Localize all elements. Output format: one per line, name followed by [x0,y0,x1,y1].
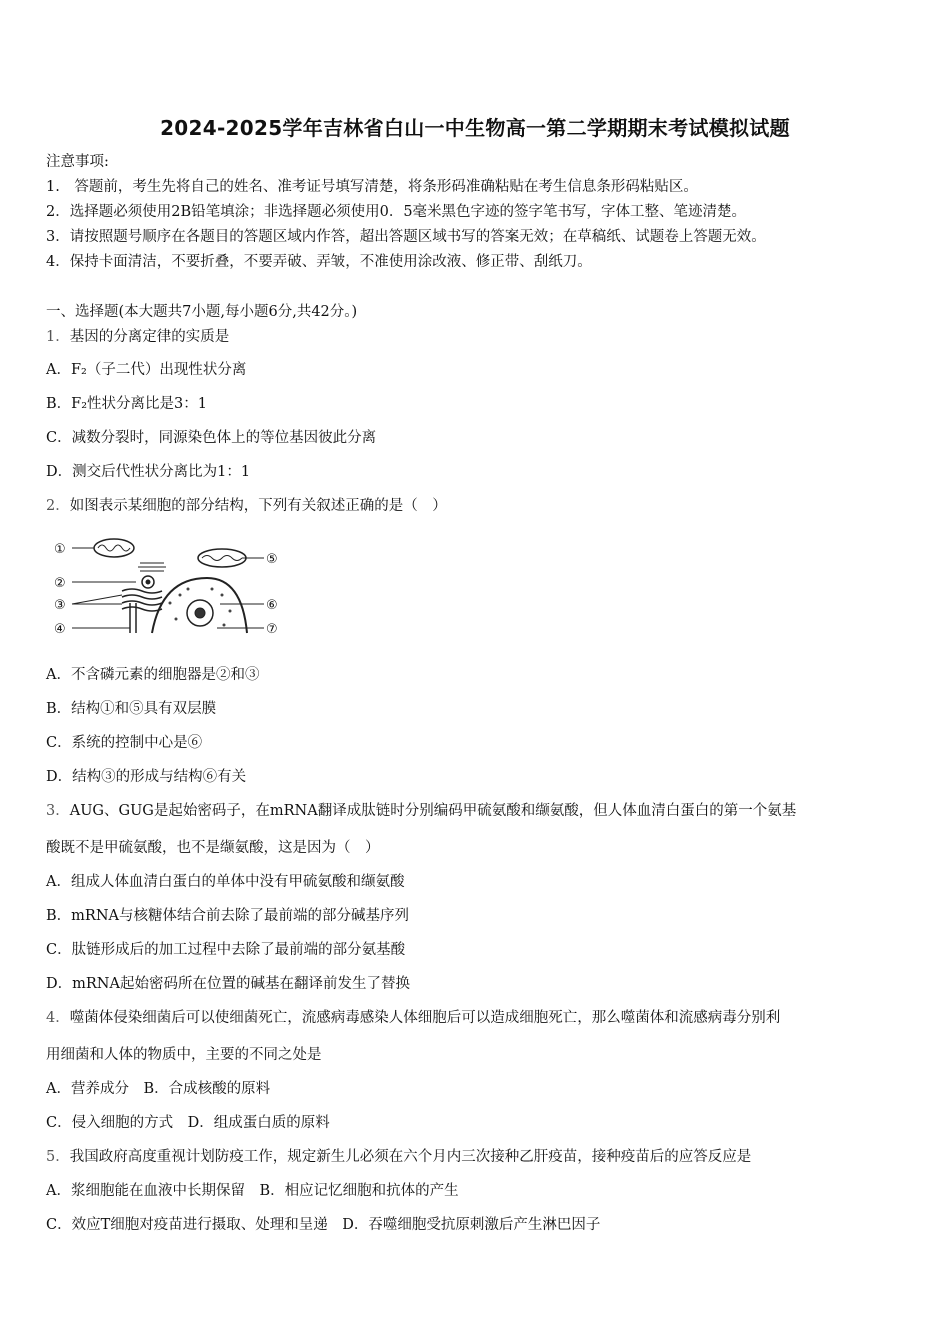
question-number: 3． [46,803,70,819]
q2-option-b: B．结构①和⑤具有双层膜 [46,701,217,717]
figure-label-6: ⑥ [266,598,278,613]
notice-item-3: 3．请按照题号顺序在各题目的答题区域内作答，超出答题区域书写的答案无效；在草稿纸、试题卷上答题无效。 [46,229,766,245]
q3-option-b: B．mRNA与核糖体结合前去除了最前端的部分碱基序列 [46,908,409,924]
q3-option-a: A．组成人体血清白蛋白的单体中没有甲硫氨酸和缬氨酸 [46,874,405,890]
question-2 [46,496,447,516]
notice-heading: 注意事项: [46,154,109,170]
question-3 [46,801,796,821]
question-number: 5． [46,1149,70,1165]
notice-item-1: 1. 答题前，考生先将自己的姓名、准考证号填写清楚，将条形码准确粘贴在考生信息条形码粘贴区。 [46,179,698,195]
figure-label-3: ③ [54,598,66,613]
question-stem-line-1: AUG、GUG是起始密码子，在mRNA翻译成肽链时分别编码甲硫氨酸和缬氨酸，但人体血清白蛋白的第一个氨基 [69,803,797,819]
q5-options-cd: C．效应T细胞对疫苗进行摄取、处理和呈递 D．吞噬细胞受抗原刺激后产生淋巴因子 [46,1217,601,1233]
q3-option-c: C．肽链形成后的加工过程中去除了最前端的部分氨基酸 [46,942,406,958]
q5-options-ab: A．浆细胞能在血液中长期保留 B．相应记忆细胞和抗体的产生 [46,1183,459,1199]
figure-label-1: ① [54,542,66,557]
q2-option-d: D．结构③的形成与结构⑥有关 [46,769,247,785]
q1-option-c: C．减数分裂时，同源染色体上的等位基因彼此分离 [46,430,377,446]
figure-label-5: ⑤ [266,552,278,567]
question-stem-line-1: 噬菌体侵染细菌后可以使细菌死亡，流感病毒感染人体细胞后可以造成细胞死亡，那么噬菌体和流感病毒分别利 [69,1010,781,1026]
question-number: 4． [46,1010,70,1026]
cell-structure-figure [52,533,297,637]
question-stem: 基因的分离定律的实质是 [69,329,230,345]
q2-option-c: C．系统的控制中心是⑥ [46,735,203,751]
section-heading: 一、选择题(本大题共7小题,每小题6分,共42分。) [46,304,358,320]
question-4-continuation: 用细菌和人体的物质中，主要的不同之处是 [46,1047,322,1063]
exam-title: 2024-2025学年吉林省白山一中生物高一第二学期期末考试模拟试题 [160,116,790,140]
q1-option-d: D．测交后代性状分离比为1：1 [46,464,251,480]
question-3-continuation: 酸既不是甲硫氨酸，也不是缬氨酸，这是因为（ ） [46,840,380,856]
figure-label-7: ⑦ [266,622,278,637]
figure-label-2: ② [54,576,66,591]
question-number: 2． [46,498,70,514]
question-number: 1． [46,329,70,345]
figure-label-4: ④ [54,622,66,637]
q1-option-a: A．F₂（子二代）出现性状分离 [46,362,247,378]
q1-option-b: B．F₂性状分离比是3：1 [46,396,207,412]
question-stem: 如图表示某细胞的部分结构，下列有关叙述正确的是（ ） [69,498,447,514]
question-5 [46,1147,751,1167]
q4-options-cd: C．侵入细胞的方式 D．组成蛋白质的原料 [46,1115,330,1131]
q2-option-a: A．不含磷元素的细胞器是②和③ [46,667,260,683]
question-4 [46,1008,780,1028]
notice-item-4: 4．保持卡面清洁，不要折叠，不要弄破、弄皱，不准使用涂改液、修正带、刮纸刀。 [46,254,592,270]
notice-item-2: 2．选择题必须使用2B铅笔填涂；非选择题必须使用0．5毫米黑色字迹的签字笔书写，字体工整、笔迹清楚。 [46,204,747,220]
question-1 [46,327,229,347]
q3-option-d: D．mRNA起始密码所在位置的碱基在翻译前发生了替换 [46,976,410,992]
q4-options-ab: A．营养成分 B．合成核酸的原料 [46,1081,271,1097]
question-stem: 我国政府高度重视计划防疫工作，规定新生儿必须在六个月内三次接种乙肝疫苗，接种疫苗后的应答反应是 [69,1149,752,1165]
